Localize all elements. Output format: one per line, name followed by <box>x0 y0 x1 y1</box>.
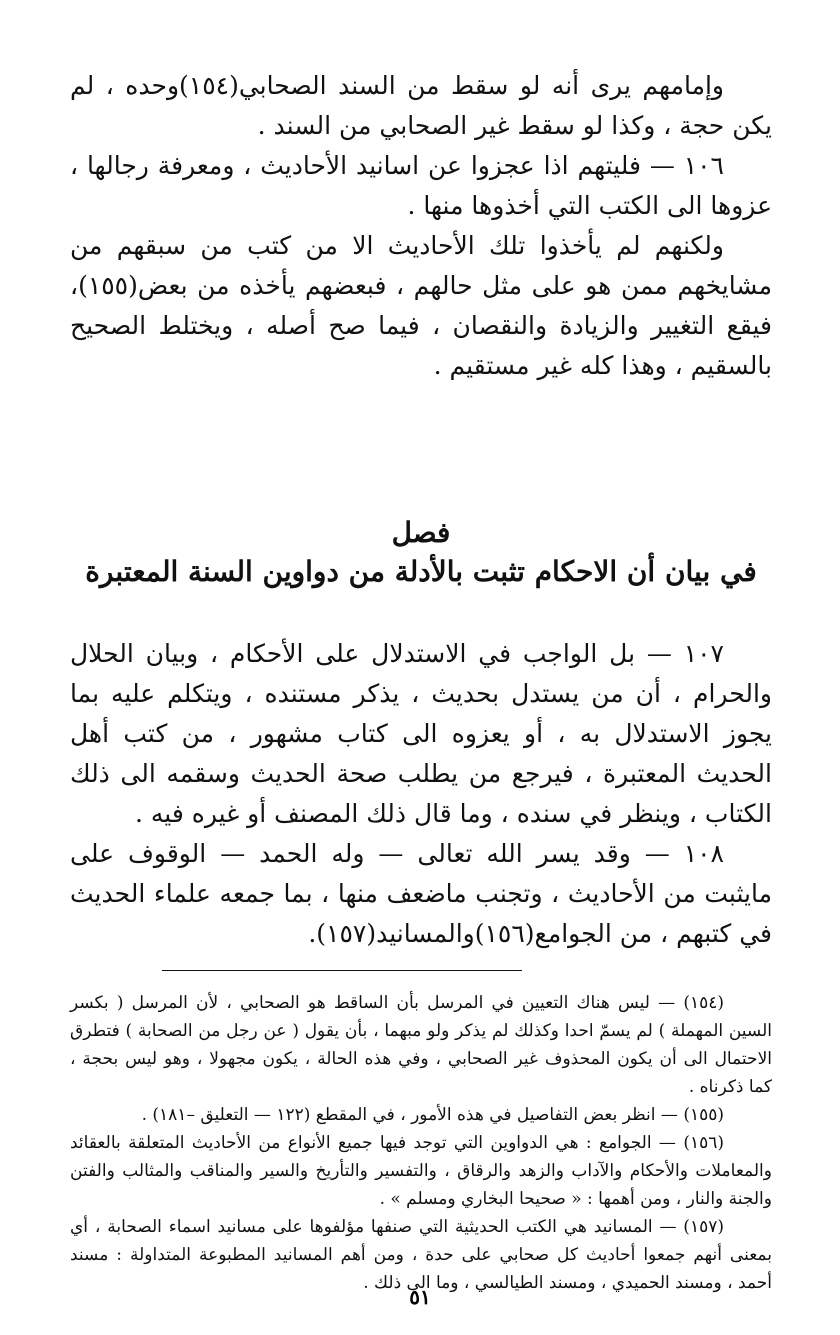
section-heading-title: فصل <box>391 516 451 549</box>
section-heading-subtitle: في بيان أن الاحكام تثبت بالأدلة من دواوين السنة المعتبرة <box>85 555 757 588</box>
footnotes-block <box>70 989 772 1297</box>
page-number: ٥١ <box>409 1287 431 1309</box>
spacer <box>70 386 772 514</box>
footnote-156: (١٥٦) — الجوامع : هي الدواوين التي توجد فيها جميع الأنواع من الأحاديث المتعلقة بالعقائد والمعاملات والأحكام والآداب والزهد والرقاق ، والتفسير والتأريخ والسير والمناقب والمثالب والفتن والجنة والنار ، ومن أهمها : « صحيحا البخاري ومسلم » . <box>70 1133 772 1209</box>
footnote-divider <box>162 970 522 971</box>
paragraph-107: ١٠٧ — بل الواجب في الاستدلال على الأحكام ، وبيان الحلال والحرام ، أن من يستدل بحديث ، يذكر مستنده ، ويتكلم عليه بما يجوز الاستدلال به ، أو يعزوه الى كتاب مشهور ، من كتب أهل الحديث المعتبرة ، فيرجع من يطلب صحة الحديث وسقمه الى ذلك الكتاب ، وينظر في سنده ، وما قال ذلك المصنف أو غيره فيه . <box>70 639 772 828</box>
paragraph-108: ١٠٨ — وقد يسر الله تعالى — وله الحمد — الوقوف على مايثبت من الأحاديث ، وتجنب ماضعف منها ، بما جمعه علماء الحديث في كتبهم ، من الجوامع(١٥٦)والمسانيد(١٥٧). <box>70 839 772 948</box>
paragraph-106-continuation: ولكنهم لم يأخذوا تلك الأحاديث الا من كتب من سبقهم من مشايخهم ممن هو على مثل حالهم ، فبعضهم يأخذه من بعض(١٥٥)، فيقع التغيير والزيادة والنقصان ، فيما صح أصله ، ويختلط الصحيح بالسقيم ، وهذا كله غير مستقيم . <box>70 231 772 380</box>
paragraph-106: ١٠٦ — فليتهم اذا عجزوا عن اسانيد الأحاديث ، ومعرفة رجالها ، عزوها الى الكتب التي أخذوها منها . <box>70 151 772 220</box>
section-heading <box>70 514 772 592</box>
footnote-157: (١٥٧) — المسانيد هي الكتب الحديثية التي صنفها مؤلفوها على مسانيد اسماء الصحابة ، أي بمعنى أنهم جمعوا أحاديث كل صحابي على حدة ، ومن أهم المسانيد المطبوعة المتداولة : مسند أحمد ، ومسند الحميدي ، ومسند الطيالسي ، وما الى ذلك . <box>70 1217 772 1293</box>
spacer <box>70 592 772 634</box>
footnote-154: (١٥٤) — ليس هناك التعيين في المرسل بأن الساقط هو الصحابي ، لأن المرسل ( بكسر السين المهملة ) لم يسمّ احدا وكذلك لم يذكر ولو مبهما ، بأن يقول ( عن رجل من الصحابة ) فتطرق الاحتمال الى أن يكون المحذوف غير الصحابي ، وفي هذه الحالة ، يكون مجهولا ، وهو ليس بحجة ، كما ذكرناه . <box>70 993 772 1097</box>
section-text-block <box>70 634 772 954</box>
top-text-block <box>70 66 772 386</box>
paragraph-continuation: وإمامهم يرى أنه لو سقط من السند الصحابي(١٥٤)وحده ، لم يكن حجة ، وكذا لو سقط غير الصحابي من السند . <box>70 71 772 140</box>
footnote-155: (١٥٥) — انظر بعض التفاصيل في هذه الأمور ، في المقطع (١٢٢ — التعليق –١٨١) . <box>141 1105 724 1125</box>
